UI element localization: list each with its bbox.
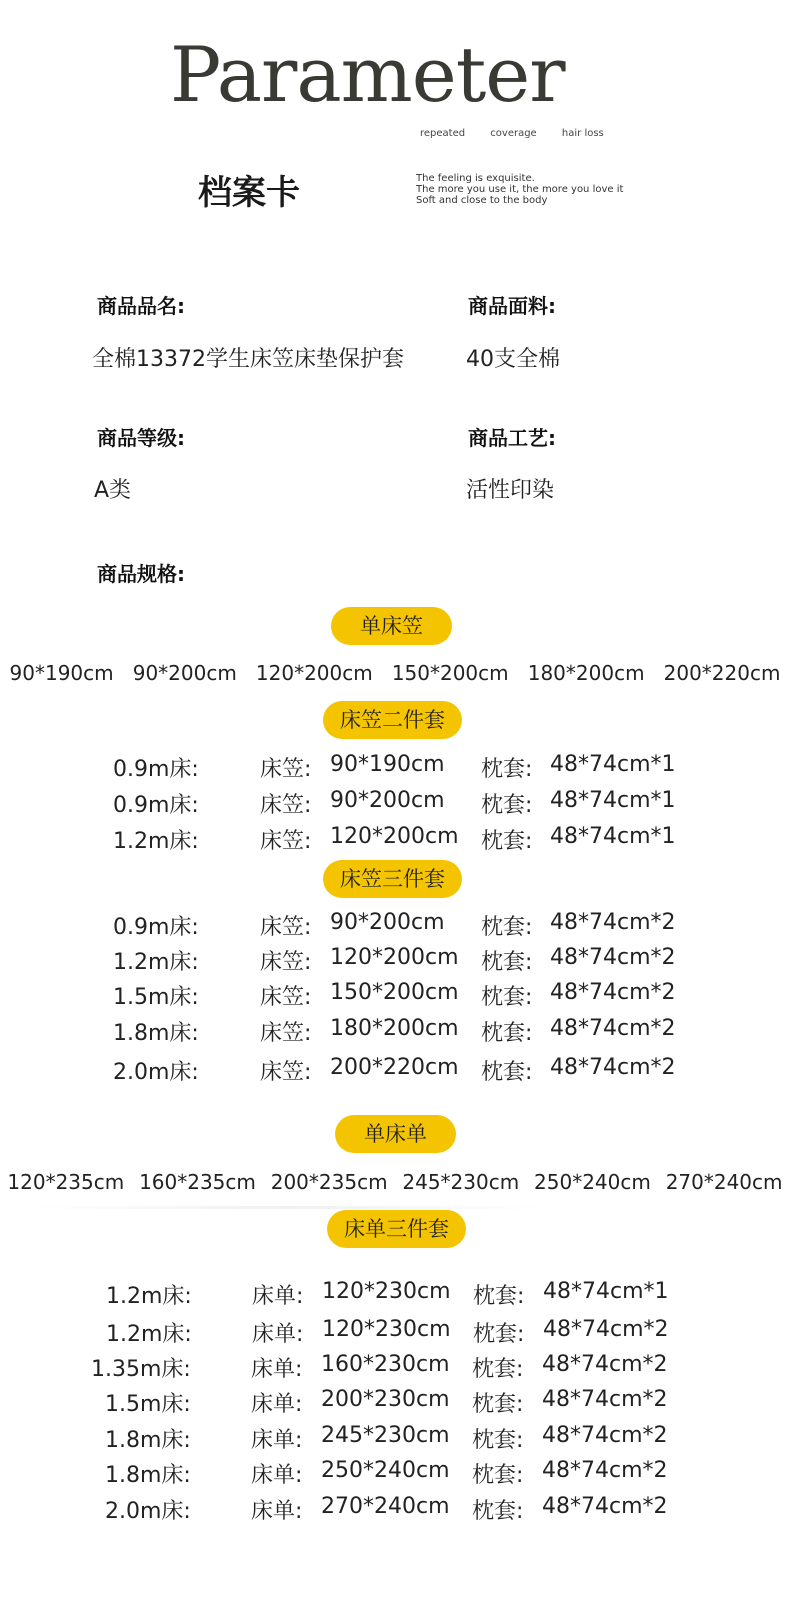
- pillow-size: 48*74cm*2: [542, 1352, 668, 1377]
- item-size: 90*200cm: [330, 910, 445, 935]
- spec-label: 商品规格:: [97, 562, 185, 586]
- item-size: 200*220cm: [330, 1055, 459, 1080]
- bed-size: 1.2m床:: [113, 950, 199, 975]
- craft-label: 商品工艺:: [468, 426, 556, 450]
- item-label: 床单:: [251, 1463, 303, 1488]
- pillow-size: 48*74cm*2: [542, 1494, 668, 1519]
- pillow-size: 48*74cm*2: [550, 1055, 676, 1080]
- pillow-label: 枕套:: [481, 1060, 533, 1085]
- pillow-size: 48*74cm*1: [543, 1279, 669, 1304]
- section-pill-fitted-three: 床笠三件套: [323, 860, 462, 898]
- item-size: 90*190cm: [330, 752, 445, 777]
- item-size: 120*200cm: [330, 945, 459, 970]
- pillow-label: 枕套:: [481, 757, 533, 782]
- item-size: 160*230cm: [321, 1352, 450, 1377]
- fabric-label: 商品面料:: [468, 294, 556, 318]
- item-label: 床单:: [251, 1392, 303, 1417]
- pillow-size: 48*74cm*2: [550, 1016, 676, 1041]
- item-label: 床笠:: [260, 793, 312, 818]
- pillow-size: 48*74cm*1: [550, 788, 676, 813]
- size-item: 90*190cm: [9, 661, 114, 685]
- item-size: 90*200cm: [330, 788, 445, 813]
- pillow-label: 枕套:: [472, 1463, 524, 1488]
- page-subtitle: 档案卡: [198, 173, 300, 213]
- bed-size: 2.0m床:: [105, 1499, 191, 1524]
- item-size: 200*230cm: [321, 1387, 450, 1412]
- item-size: 180*200cm: [330, 1016, 459, 1041]
- slogan: [416, 173, 623, 206]
- size-item: 200*235cm: [270, 1170, 388, 1194]
- item-label: 床单:: [251, 1428, 303, 1453]
- bed-size: 2.0m床:: [113, 1060, 199, 1085]
- pillow-size: 48*74cm*1: [550, 824, 676, 849]
- pillow-label: 枕套:: [472, 1357, 524, 1382]
- item-size: 150*200cm: [330, 980, 459, 1005]
- item-label: 床笠:: [260, 829, 312, 854]
- size-item: 90*200cm: [132, 661, 237, 685]
- item-size: 120*230cm: [322, 1279, 451, 1304]
- tag-hair-loss: hair loss: [561, 128, 604, 139]
- bed-size: 1.2m床:: [113, 829, 199, 854]
- pillow-label: 枕套:: [472, 1428, 524, 1453]
- size-item: 150*200cm: [391, 661, 509, 685]
- bed-size: 0.9m床:: [113, 915, 199, 940]
- item-label: 床笠:: [260, 1021, 312, 1046]
- pillow-label: 枕套:: [481, 793, 533, 818]
- bed-size: 1.8m床:: [105, 1463, 191, 1488]
- bed-size: 1.2m床:: [106, 1284, 192, 1309]
- pillow-size: 48*74cm*1: [550, 752, 676, 777]
- section-pill-single-fitted: 单床笠: [331, 607, 452, 645]
- pillow-size: 48*74cm*2: [542, 1458, 668, 1483]
- bed-size: 1.5m床:: [113, 985, 199, 1010]
- item-label: 床笠:: [260, 1060, 312, 1085]
- bed-size: 1.8m床:: [113, 1021, 199, 1046]
- grade-value: A类: [94, 478, 132, 503]
- item-label: 床单:: [252, 1322, 304, 1347]
- page-title: Parameter: [170, 30, 565, 119]
- bed-size: 0.9m床:: [113, 793, 199, 818]
- slogan-line: Soft and close to the body: [416, 195, 548, 206]
- bed-size: 1.8m床:: [105, 1428, 191, 1453]
- fabric-value: 40支全棉: [466, 347, 560, 372]
- item-size: 120*200cm: [330, 824, 459, 849]
- section-pill-single-sheet: 单床单: [335, 1115, 456, 1153]
- slogan-line: The more you use it, the more you love it: [416, 184, 624, 195]
- bed-size: 1.35m床:: [91, 1357, 191, 1382]
- bed-size: 1.2m床:: [106, 1322, 192, 1347]
- item-label: 床单:: [252, 1284, 304, 1309]
- size-item: 200*220cm: [663, 661, 781, 685]
- pillow-label: 枕套:: [481, 915, 533, 940]
- item-size: 270*240cm: [321, 1494, 450, 1519]
- pillow-size: 48*74cm*2: [550, 910, 676, 935]
- pillow-size: 48*74cm*2: [542, 1423, 668, 1448]
- pillow-label: 枕套:: [473, 1322, 525, 1347]
- size-item: 270*240cm: [665, 1170, 783, 1194]
- grade-label: 商品等级:: [97, 426, 185, 450]
- craft-value: 活性印染: [466, 478, 555, 503]
- pillow-label: 枕套:: [481, 1021, 533, 1046]
- tag-coverage: coverage: [490, 128, 537, 139]
- pillow-label: 枕套:: [481, 829, 533, 854]
- item-label: 床单:: [251, 1357, 303, 1382]
- pillow-label: 枕套:: [481, 985, 533, 1010]
- item-label: 床笠:: [260, 950, 312, 975]
- section-pill-sheet-three: 床单三件套: [327, 1210, 466, 1248]
- pillow-label: 枕套:: [473, 1284, 525, 1309]
- item-label: 床笠:: [260, 985, 312, 1010]
- item-size: 250*240cm: [321, 1458, 450, 1483]
- item-size: 245*230cm: [321, 1423, 450, 1448]
- tag-repeated: repeated: [420, 128, 466, 139]
- pillow-label: 枕套:: [481, 950, 533, 975]
- item-label: 床笠:: [260, 915, 312, 940]
- item-label: 床单:: [251, 1499, 303, 1524]
- pillow-label: 枕套:: [472, 1499, 524, 1524]
- pillow-size: 48*74cm*2: [542, 1387, 668, 1412]
- size-item: 120*235cm: [7, 1170, 125, 1194]
- single-fitted-sizes: [0, 661, 790, 685]
- tag-list: [420, 128, 626, 139]
- single-sheet-sizes: [0, 1170, 790, 1194]
- bed-size: 0.9m床:: [113, 757, 199, 782]
- size-item: 120*200cm: [255, 661, 373, 685]
- size-item: 245*230cm: [402, 1170, 520, 1194]
- bed-size: 1.5m床:: [105, 1392, 191, 1417]
- product-name-value: 全棉13372学生床笠床垫保护套: [92, 347, 404, 372]
- size-item: 160*235cm: [139, 1170, 256, 1194]
- slogan-line: The feeling is exquisite.: [416, 173, 535, 184]
- size-item: 250*240cm: [534, 1170, 651, 1194]
- section-pill-fitted-two: 床笠二件套: [323, 701, 462, 739]
- pillow-size: 48*74cm*2: [550, 980, 676, 1005]
- size-item: 180*200cm: [527, 661, 645, 685]
- item-label: 床笠:: [260, 757, 312, 782]
- pillow-size: 48*74cm*2: [543, 1317, 669, 1342]
- item-size: 120*230cm: [322, 1317, 451, 1342]
- divider: [30, 1206, 550, 1209]
- product-name-label: 商品品名:: [97, 294, 185, 318]
- pillow-size: 48*74cm*2: [550, 945, 676, 970]
- pillow-label: 枕套:: [472, 1392, 524, 1417]
